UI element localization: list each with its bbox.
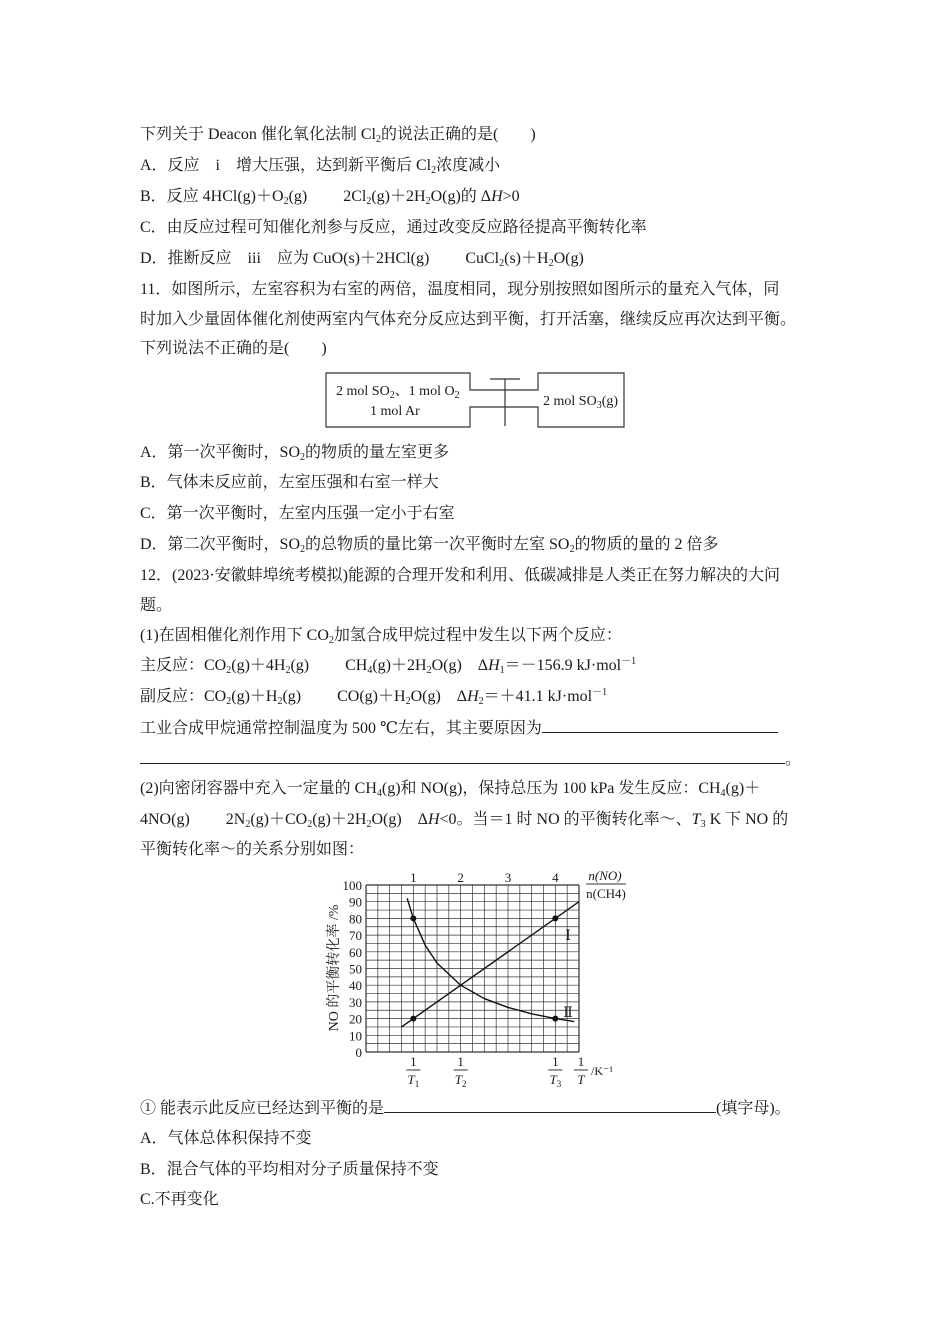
text-run: ① 能表示此反应已经达到平衡的是 (140, 1100, 385, 1117)
subscript: 2 (454, 390, 460, 401)
text-run: (s)＋H (504, 250, 549, 267)
text-run: 时加入少量固体催化剂使两室内气体充分反应达到平衡，打开活塞，继续反应再次达到平衡。 (140, 311, 797, 328)
subscript: 2 (405, 696, 411, 707)
subscript: 3 (596, 400, 602, 411)
y-tick-label: 20 (349, 1011, 362, 1027)
text-run: (g) CO(g)＋H (282, 688, 406, 705)
italic-symbol: H (488, 657, 500, 674)
subscript: 2 (226, 696, 232, 707)
text-run: O(g) Δ (410, 688, 468, 705)
subscript: 3 (700, 819, 706, 830)
text-run: B．混合气体的平均相对分子质量保持不变 (140, 1161, 439, 1178)
text-run: 主反应：CO (140, 657, 227, 674)
text-run: B．气体未反应前，左室压强和右室一样大 (140, 474, 439, 491)
subscript: 2 (569, 544, 575, 555)
text-run: C.不再变化 (140, 1191, 219, 1208)
text-run: O(g) Δ (371, 811, 428, 828)
text-run: 2 mol SO (336, 384, 390, 399)
sub-question-1-text (140, 1100, 384, 1117)
subscript: 2 (300, 452, 306, 463)
subscript: 2 (245, 819, 251, 830)
subscript: 2 (366, 196, 372, 207)
text-run: (g) 2Cl (288, 188, 367, 205)
subscript: 1 (499, 665, 505, 676)
subscript: 2 (285, 665, 291, 676)
top-tick-label: 1 (410, 870, 417, 885)
y-tick-label: 60 (349, 944, 362, 960)
text-run: 下列关于 Deacon 催化氧化法制 Cl (140, 126, 376, 143)
text-run: <0。当＝1 时 NO 的平衡转化率～、 (439, 811, 692, 828)
text-run: (g)＋H (231, 688, 278, 705)
text-run: D．第二次平衡时，SO (140, 536, 301, 553)
text-run: (1)在固相催化剂作用下 CO (140, 627, 329, 644)
bottom-tick-T1-numerator: 1 (410, 1054, 417, 1069)
subscript: 2 (548, 258, 554, 269)
text-run: (g)和 NO(g)，保持总压为 100 kPa 发生反应：CH (381, 780, 721, 797)
italic-symbol: T (691, 811, 701, 828)
text-run: 的说法正确的是( ) (380, 126, 536, 143)
y-tick-label: 30 (349, 994, 362, 1010)
subscript: 2 (499, 258, 505, 269)
text-run: ＝＋41.1 kJ·mol (483, 688, 593, 705)
text-run: (g)＋2H (312, 811, 367, 828)
series-label-2: Ⅱ (563, 1005, 573, 1021)
subscript: 2 (328, 635, 334, 646)
text-run: K 下 NO 的 (705, 811, 789, 828)
subscript: 4 (367, 665, 373, 676)
bottom-tick-T1-denominator: $T_1$ (407, 1072, 420, 1089)
bottom-axis-unit: /K⁻¹ (591, 1064, 613, 1078)
bottom-axis-label-numerator: 1 (577, 1054, 585, 1069)
sub1-option-c (140, 1190, 219, 1210)
text-run: (g)＋2H (372, 657, 427, 674)
text-run: C．由反应过程可知催化剂参与反应，通过改变反应路径提高平衡转化率 (140, 219, 647, 236)
answer-blank-3[interactable] (384, 1098, 716, 1113)
subscript: 2 (283, 196, 289, 207)
bottom-tick-T2-denominator: $T_2$ (454, 1072, 467, 1089)
subscript: 2 (389, 390, 395, 401)
text-run: (g)＋CO (250, 811, 308, 828)
subscript: 2 (307, 819, 313, 830)
fill-letter-hint: (填字母)。 (716, 1100, 791, 1117)
text-run: D．推断反应 iii 应为 CuO(s)＋2HCl(g) CuCl (140, 250, 500, 267)
top-tick-label: 4 (552, 870, 559, 885)
subscript: 2 (300, 544, 306, 555)
text-run: A．气体总体积保持不变 (140, 1130, 312, 1147)
text-run: 的物质的量的 2 倍多 (574, 536, 719, 553)
top-tick-label: 2 (457, 870, 464, 885)
subscript: 2 (478, 696, 484, 707)
top-axis-label-denominator: n(CH4) (586, 886, 626, 901)
bottom-tick-T3-denominator: $T_3$ (549, 1072, 562, 1089)
subscript: 4 (720, 788, 726, 799)
italic-symbol: H (427, 811, 440, 828)
text-run: 下列说法不正确的是( ) (140, 340, 327, 357)
sub-question-1 (140, 1098, 791, 1119)
y-axis-label: NO 的平衡转化率 /% (327, 904, 342, 1032)
text-run: O(g) (553, 250, 584, 267)
text-run: 浓度减小 (436, 157, 501, 174)
subscript: 2 (277, 696, 283, 707)
text-run: ＝－156.9 kJ·mol (504, 657, 622, 674)
subscript: 2 (426, 665, 432, 676)
text-run: 加氢合成甲烷过程中发生以下两个反应： (333, 627, 622, 644)
text-run: (g)＋4H (231, 657, 286, 674)
text-run: 的物质的量左室更多 (305, 444, 450, 461)
text-run: 12．(2023·安徽蚌埠统考模拟)能源的合理开发和利用、低碳减排是人类正在努力解决的大问 (140, 567, 780, 584)
text-run: 的总物质的量比第一次平衡时左室 SO (305, 536, 570, 553)
text-run: O(g) Δ (431, 657, 489, 674)
superscript: －1 (592, 687, 608, 698)
subscript: 2 (375, 134, 381, 145)
text-run: 、1 mol O (394, 384, 455, 399)
text-run: 工业合成甲烷通常控制温度为 500 ℃左右，其主要原因为 (140, 720, 542, 737)
text-run: (2)向密闭容器中充入一定量的 CH (140, 780, 377, 797)
series-label-1: Ⅰ (565, 929, 571, 945)
data-point (410, 1016, 416, 1022)
bottom-axis-label-denominator: T (577, 1072, 585, 1087)
text-run: 平衡转化率～的关系分别如图： (140, 841, 365, 858)
superscript: －1 (621, 656, 637, 667)
sub1-option-a (140, 1129, 312, 1149)
y-tick-label: 90 (349, 894, 362, 910)
text-run: 4NO(g) 2N (140, 811, 246, 828)
text-run: 11．如图所示，左室容积为右室的两倍，温度相同，现分别按照如图所示的量充入气体，同 (140, 281, 780, 298)
y-tick-label: 50 (349, 961, 362, 977)
y-tick-label: 10 (349, 1028, 362, 1044)
subscript: 2 (226, 665, 232, 676)
text-run: 副反应：CO (140, 688, 227, 705)
bottom-tick-T2-numerator: 1 (457, 1054, 464, 1069)
text-run: 题。 (140, 597, 173, 614)
text-run: (g) CH (290, 657, 368, 674)
text-run: 1 mol Ar (370, 404, 420, 419)
bottom-tick-T3-numerator: 1 (552, 1054, 559, 1069)
top-axis-label-numerator: n(NO) (588, 868, 622, 883)
subscript: 2 (431, 165, 437, 176)
text-run: B．反应 4HCl(g)＋O (140, 188, 284, 205)
y-tick-label: 0 (355, 1045, 362, 1060)
y-tick-label: 80 (349, 911, 362, 927)
sub1-option-b (140, 1160, 439, 1180)
data-point (410, 915, 416, 921)
text-run: 2 mol SO (543, 394, 597, 409)
y-tick-label: 100 (342, 878, 362, 893)
subscript: 2 (366, 819, 372, 830)
text-run: C．第一次平衡时，左室内压强一定小于右室 (140, 505, 455, 522)
data-point (552, 915, 558, 921)
text-run: >0 (502, 188, 520, 205)
subscript: 2 (425, 196, 431, 207)
series-line-1 (402, 902, 580, 1027)
text-run: (g) (601, 394, 619, 409)
italic-symbol: H (491, 188, 503, 205)
text-run: A．反应 i 增大压强，达到新平衡后 Cl (140, 157, 432, 174)
text-run: (g)＋ (725, 780, 761, 797)
y-tick-label: 40 (349, 978, 362, 994)
text-run: O(g)的 Δ (430, 188, 492, 205)
text-run: A．第一次平衡时，SO (140, 444, 301, 461)
y-tick-label: 70 (349, 928, 362, 944)
period: 。 (785, 751, 802, 768)
italic-symbol: H (467, 688, 479, 705)
subscript: 4 (376, 788, 382, 799)
text-run: (g)＋2H (371, 188, 426, 205)
top-tick-label: 3 (504, 870, 512, 885)
data-point (552, 1016, 558, 1022)
